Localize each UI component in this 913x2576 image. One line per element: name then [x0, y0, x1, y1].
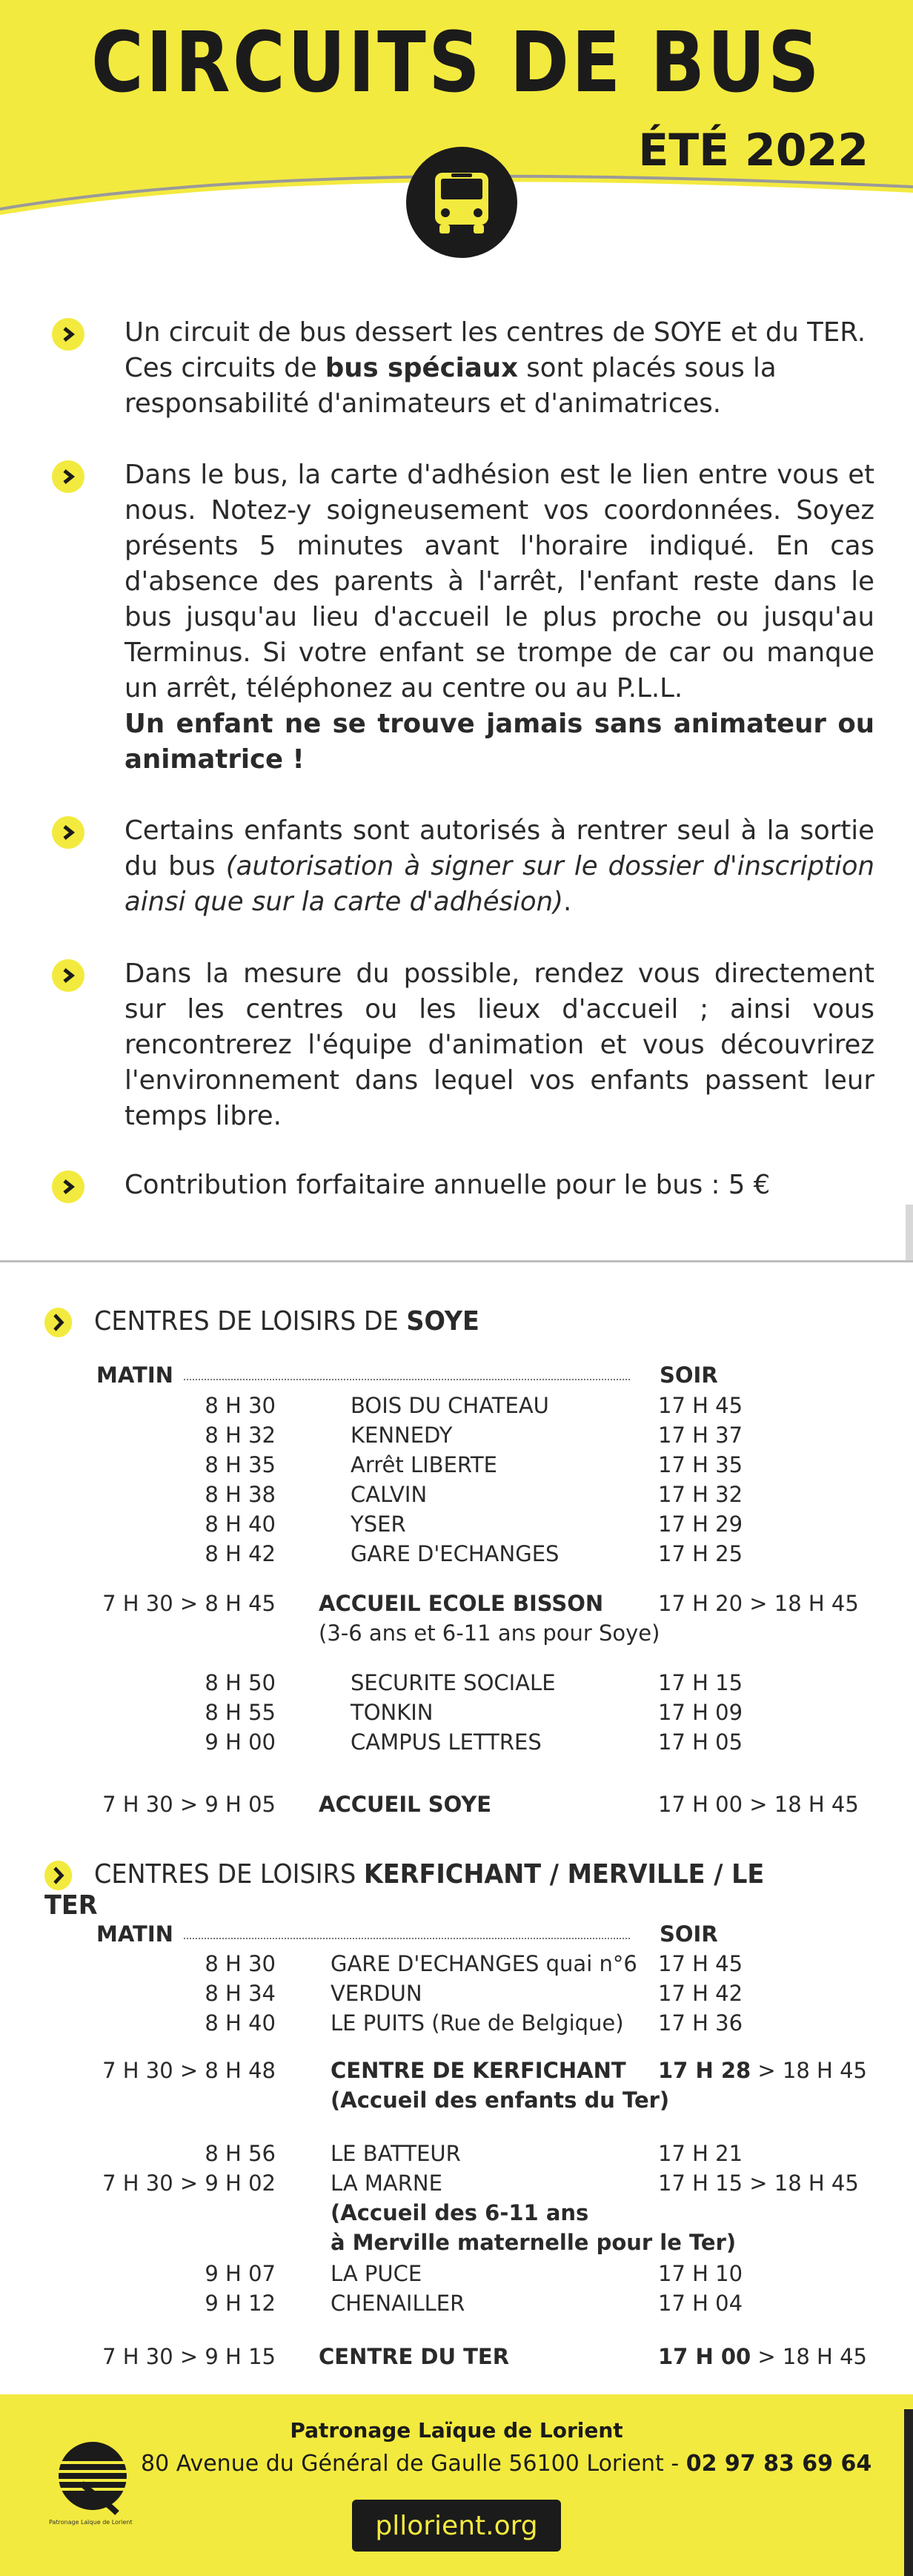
- evening-time: 17 H 20 > 18 H 45: [658, 1591, 859, 1616]
- schedule-note: [0, 2230, 913, 2258]
- morning-time: 8 H 35: [205, 1452, 276, 1477]
- matin-label: MATIN: [96, 1363, 173, 1388]
- schedule-header-soye: [96, 1363, 867, 1392]
- website-link[interactable]: pllorient.org: [352, 2500, 561, 2552]
- schedule-row-centre: [0, 2344, 913, 2372]
- bullet-line: responsabilité d'animateurs et d'animatrices.: [124, 388, 722, 419]
- evening-time: 17 H 15: [658, 1670, 743, 1695]
- evening-time: 17 H 36: [658, 2010, 743, 2036]
- stop-name: Arrêt LIBERTE: [351, 1452, 497, 1477]
- chevron-right-icon: [52, 318, 84, 351]
- morning-time: 8 H 40: [205, 2010, 276, 2036]
- chevron-right-icon: [44, 1308, 72, 1337]
- chevron-right-icon: [52, 816, 84, 849]
- stop-note: (Accueil des enfants du Ter): [331, 2087, 670, 2113]
- evening-time: 17 H 04: [658, 2291, 743, 2316]
- morning-time: 8 H 34: [205, 1981, 276, 2006]
- evening-time-end: > 18 H 45: [751, 2058, 867, 2083]
- footer-address: [141, 2451, 872, 2477]
- morning-time: 9 H 07: [205, 2261, 276, 2286]
- stop-name: ACCUEIL ECOLE BISSON: [319, 1591, 604, 1616]
- stop-name: ACCUEIL SOYE: [319, 1792, 492, 1817]
- dotted-rule: [184, 1938, 630, 1939]
- schedule-row: [0, 2261, 913, 2289]
- schedule-row: [0, 1700, 913, 1728]
- schedule-row-centre: [0, 2058, 913, 2086]
- schedule-row: [0, 1541, 913, 1569]
- section-heading-text: CENTRES DE LOISIRS DE: [93, 1306, 407, 1337]
- soir-label: SOIR: [660, 1921, 718, 1947]
- schedule-row: [0, 1393, 913, 1421]
- bullet-text: Ces circuits de: [124, 353, 325, 383]
- stop-name: CHENAILLER: [331, 2291, 465, 2316]
- schedule-row: [0, 1951, 913, 1979]
- morning-time: 8 H 38: [205, 1482, 276, 1507]
- evening-time: 17 H 37: [658, 1423, 743, 1448]
- dotted-rule: [184, 1379, 630, 1380]
- intro-bullet-3: [52, 813, 874, 920]
- section-heading-soye: [44, 1306, 817, 1337]
- evening-time: 17 H 10: [658, 2261, 743, 2286]
- bullet-strong: bus spéciaux: [325, 353, 518, 383]
- stop-name: SECURITE SOCIALE: [351, 1670, 556, 1695]
- section-divider: [0, 1260, 913, 1262]
- stop-name: GARE D'ECHANGES: [351, 1541, 560, 1566]
- bullet-text: .: [562, 887, 572, 917]
- schedule-note: [0, 1620, 913, 1649]
- stop-name: LA PUCE: [331, 2261, 422, 2286]
- stop-name: YSER: [351, 1512, 406, 1537]
- evening-time: 17 H 15 > 18 H 45: [658, 2171, 859, 2196]
- address-text: 80 Avenue du Général de Gaulle 56100 Lorient -: [141, 2451, 686, 2477]
- morning-time: 8 H 56: [205, 2141, 276, 2166]
- bullet-line: Un circuit de bus dessert les centres de SOYE et du TER.: [124, 317, 866, 348]
- bullet-text: Dans la mesure du possible, rendez vous directement sur les centres ou les lieux d'accueil ; ainsi vous rencontrerez l'équipe d'animation et vous découvrirez l'environnement dans lequel vos enfants passent leur temps libre.: [124, 958, 874, 1131]
- bus-icon: [431, 168, 493, 236]
- schedule-row: [0, 1512, 913, 1540]
- schedule-header-ter: [96, 1921, 867, 1951]
- chevron-right-icon: [52, 460, 84, 493]
- schedule-row: [0, 1670, 913, 1698]
- stop-note: à Merville maternelle pour le Ter): [331, 2230, 737, 2255]
- evening-time: 17 H 25: [658, 1541, 743, 1566]
- morning-time: 7 H 30 > 8 H 48: [102, 2058, 276, 2083]
- evening-time-end: > 18 H 45: [751, 2344, 867, 2369]
- stop-name: LA MARNE: [331, 2171, 442, 2196]
- stop-note: (Accueil des 6-11 ans: [331, 2200, 589, 2225]
- schedule-row: [0, 2291, 913, 2319]
- evening-time: 17 H 45: [658, 1393, 743, 1418]
- schedule-row-accueil: [0, 1792, 913, 1820]
- footer-org-name: Patronage Laïque de Lorient: [290, 2418, 623, 2443]
- schedule-row: [0, 1981, 913, 2009]
- logo-caption: Patronage Laïque de Lorient: [49, 2519, 133, 2526]
- morning-time: 7 H 30 > 9 H 05: [102, 1792, 276, 1817]
- morning-time: 8 H 55: [205, 1700, 276, 1725]
- schedule-row: [0, 1482, 913, 1510]
- stop-name: LE PUITS (Rue de Belgique): [331, 2010, 624, 2036]
- evening-time: 17 H 32: [658, 1482, 743, 1507]
- phone-number: 02 97 83 69 64: [685, 2451, 872, 2477]
- stop-name: TONKIN: [351, 1700, 434, 1725]
- stop-name: CAMPUS LETTRES: [351, 1729, 542, 1755]
- schedule-note: [0, 2087, 913, 2116]
- stop-name: CENTRE DE KERFICHANT: [331, 2058, 626, 2083]
- evening-time: 17 H 45: [658, 1951, 743, 1976]
- schedule-row: [0, 2141, 913, 2169]
- morning-time: 8 H 40: [205, 1512, 276, 1537]
- bullet-text: Certains enfants sont autorisés à rentrer seul à la sortie du bus: [124, 815, 874, 881]
- bullet-text: Dans le bus, la carte d'adhésion est le lien entre vous et nous. Notez-y soigneusement vos coordonnées. Soyez présents 5 minutes avant l'horaire indiqué. En cas d'absence des parents à l'arrêt, l'enfant reste dans le bus jusqu'au lieu d'accueil le plus proche ou jusqu'au Terminus. Si votre enfant se trompe de car ou manque un arrêt, téléphonez au centre ou au P.L.L.: [124, 460, 874, 703]
- soir-label: SOIR: [660, 1363, 718, 1388]
- schedule-row: [0, 1452, 913, 1480]
- morning-time: 8 H 50: [205, 1670, 276, 1695]
- schedule-row: [0, 1729, 913, 1758]
- evening-time: 17 H 29: [658, 1512, 743, 1537]
- stop-name: LE BATTEUR: [331, 2141, 461, 2166]
- bullet-text: sont placés sous la: [517, 353, 777, 383]
- evening-time-strong: 17 H 28: [658, 2058, 751, 2083]
- evening-time-strong: 17 H 00: [658, 2344, 751, 2369]
- schedule-row: [0, 2171, 913, 2199]
- bullet-text: Contribution forfaitaire annuelle pour le bus : 5 €: [124, 1170, 771, 1200]
- bullet-italic: (autorisation à signer sur le dossier d'inscription ainsi que sur la carte d'adhésion): [124, 851, 874, 917]
- stop-note: (3-6 ans et 6-11 ans pour Soye): [319, 1620, 660, 1646]
- stop-name: CENTRE DU TER: [319, 2344, 510, 2369]
- evening-time: 17 H 35: [658, 1452, 743, 1477]
- section-heading-strong: SOYE: [406, 1306, 479, 1337]
- schedule-note: [0, 2200, 913, 2228]
- evening-time: 17 H 21: [658, 2141, 743, 2166]
- bullet-strong: Un enfant ne se trouve jamais sans animateur ou animatrice !: [124, 709, 874, 775]
- schedule-row: [0, 1423, 913, 1451]
- morning-time: 9 H 12: [205, 2291, 276, 2316]
- bus-badge: [406, 147, 517, 258]
- section-heading-strong: KERFICHANT / MERVILLE / LE TER: [44, 1859, 765, 1921]
- footer: [0, 2394, 913, 2576]
- section-heading-text: CENTRES DE LOISIRS: [93, 1859, 364, 1890]
- evening-time: 17 H 42: [658, 1981, 743, 2006]
- intro-bullet-5: [52, 1168, 874, 1203]
- morning-time: 8 H 30: [205, 1393, 276, 1418]
- evening-time: 17 H 05: [658, 1729, 743, 1755]
- chevron-right-icon: [44, 1861, 72, 1890]
- pll-logo-icon: [52, 2439, 133, 2520]
- morning-time: 9 H 00: [205, 1729, 276, 1755]
- stop-name: CALVIN: [351, 1482, 428, 1507]
- stop-name: VERDUN: [331, 1981, 422, 2006]
- stop-name: GARE D'ECHANGES quai n°6: [331, 1951, 637, 1976]
- page-title: CIRCUITS DE BUS: [91, 15, 822, 111]
- page-edge: [904, 2409, 913, 2576]
- intro-bullet-2: [52, 457, 874, 778]
- schedule-row: [0, 2010, 913, 2039]
- stop-name: BOIS DU CHATEAU: [351, 1393, 549, 1418]
- morning-time: 8 H 32: [205, 1423, 276, 1448]
- morning-time: 8 H 30: [205, 1951, 276, 1976]
- page-subtitle: ÉTÉ 2022: [638, 125, 869, 176]
- morning-time: 7 H 30 > 9 H 02: [102, 2171, 276, 2196]
- evening-time: 17 H 09: [658, 1700, 743, 1725]
- chevron-right-icon: [52, 1171, 84, 1203]
- intro-bullet-4: [52, 956, 874, 1134]
- evening-time: 17 H 00 > 18 H 45: [658, 1792, 859, 1817]
- morning-time: 7 H 30 > 9 H 15: [102, 2344, 276, 2369]
- matin-label: MATIN: [96, 1921, 173, 1947]
- chevron-right-icon: [52, 959, 84, 992]
- stop-name: KENNEDY: [351, 1423, 453, 1448]
- fold-edge: [906, 1205, 913, 1262]
- section-heading-ter: [44, 1859, 817, 1921]
- morning-time: 8 H 42: [205, 1541, 276, 1566]
- intro-bullet-1: [52, 315, 874, 422]
- morning-time: 7 H 30 > 8 H 45: [102, 1591, 276, 1616]
- schedule-row-accueil: [0, 1591, 913, 1619]
